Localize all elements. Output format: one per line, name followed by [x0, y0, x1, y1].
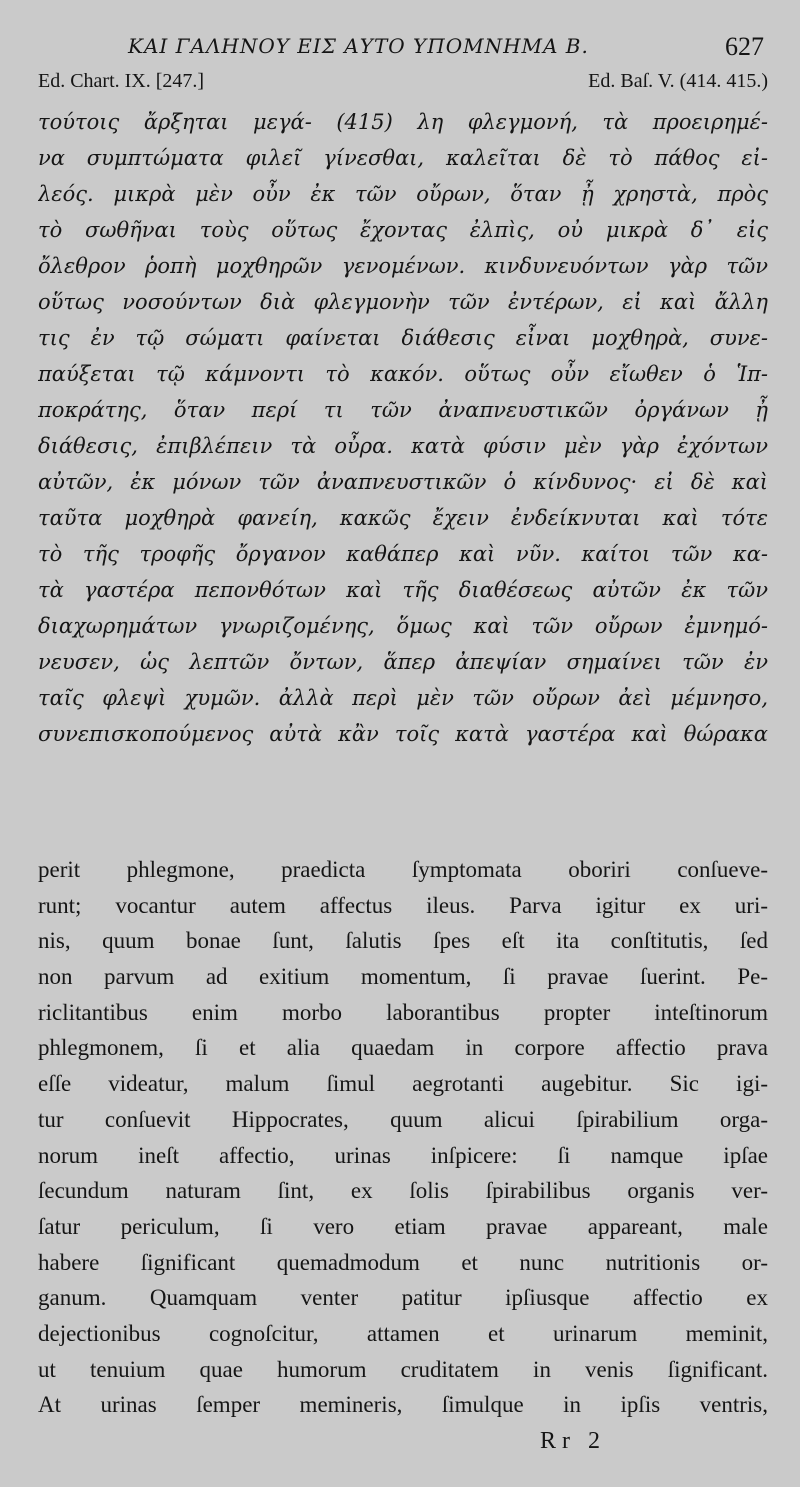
latin-text-block	[38, 852, 768, 1423]
edition-chart-reference: Ed. Chart. IX. [247.]	[38, 70, 205, 92]
latin-line: nis, quum bonae ſunt, ſalutis ſpes eſt ita conſtitutis, ſed	[38, 928, 768, 954]
latin-line: eſſe videatur, malum ſimul aegrotanti augebitur. Sic igi-	[38, 1071, 768, 1097]
greek-line: τὸ σωθῆναι τοὺς οὕτως ἔχοντας ἐλπὶς, οὐ μικρὰ δ᾽ εἰς	[38, 218, 768, 242]
greek-line: αὐτῶν, ἐκ μόνων τῶν ἀναπνευστικῶν ὁ κίνδυνος· εἰ δὲ καὶ	[38, 470, 768, 494]
greek-line: τις ἐν τῷ σώματι φαίνεται διάθεσις εἶναι μοχθηρὰ, συνε-	[38, 326, 768, 350]
greek-line: παύξεται τῷ κάμνοντι τὸ κακόν. οὕτως οὖν εἴωθεν ὁ Ἱπ-	[38, 362, 768, 386]
edition-reference	[38, 70, 768, 96]
greek-line: ποκράτης, ὅταν περί τι τῶν ἀναπνευστικῶν ὀργάνων ᾖ	[38, 398, 768, 422]
greek-line: συνεπισκοπούμενος αὐτὰ κἂν τοῖς κατὰ γαστέρα καὶ θώρακα	[38, 722, 768, 746]
latin-line: phlegmonem, ſi et alia quaedam in corpore affectio prava	[38, 1035, 768, 1061]
latin-line: non parvum ad exitium momentum, ſi pravae ſuerint. Pe-	[38, 964, 768, 990]
latin-line: ſatur periculum, ſi vero etiam pravae appareant, male	[38, 1213, 768, 1239]
latin-line: dejectionibus cognoſcitur, attamen et urinarum meminit,	[38, 1320, 768, 1346]
greek-line: τὸ τῆς τροφῆς ὄργανον καθάπερ καὶ νῦν. καίτοι τῶν κα-	[38, 542, 768, 566]
latin-line: tur conſuevit Hippocrates, quum alicui ſpirabilium orga-	[38, 1106, 768, 1132]
latin-line: runt; vocantur autem affectus ileus. Parva igitur ex uri-	[38, 892, 768, 918]
greek-line: τὰ γαστέρα πεπονθότων καὶ τῆς διαθέσεως αὐτῶν ἐκ τῶν	[38, 578, 768, 602]
latin-line: At urinas ſemper memineris, ſimulque in ipſis ventris,	[38, 1392, 768, 1418]
greek-line: διαχωρημάτων γνωριζομένης, ὅμως καὶ τῶν οὔρων ἐμνημό-	[38, 614, 768, 638]
greek-line: οὕτως νοσούντων διὰ φλεγμονὴν τῶν ἐντέρων, εἰ καὶ ἄλλη	[38, 290, 768, 314]
latin-line: ganum. Quamquam venter patitur ipſiusque affectio ex	[38, 1285, 768, 1311]
greek-line: ταῖς φλεψὶ χυμῶν. ἀλλὰ περὶ μὲν τῶν οὔρων ἀεὶ μέμνησο,	[38, 686, 768, 710]
edition-basel-reference: Ed. Baſ. V. (414. 415.)	[588, 70, 768, 92]
greek-line: διάθεσις, ἐπιβλέπειν τὰ οὖρα. κατὰ φύσιν μὲν γὰρ ἐχόντων	[38, 434, 768, 458]
latin-line: ut tenuium quae humorum cruditatem in venis ſignificant.	[38, 1356, 768, 1382]
latin-line: perit phlegmone, praedicta ſymptomata oboriri conſueve-	[38, 857, 768, 882]
greek-line: τούτοις ἄρξηται μεγά- (415) λη φλεγμονή, τὰ προειρημέ-	[38, 110, 768, 134]
signature-mark: Rr 2	[540, 1428, 606, 1454]
greek-line: να συμπτώματα φιλεῖ γίνεσθαι, καλεῖται δὲ τὸ πάθος εἰ-	[38, 146, 768, 170]
greek-line: λεός. μικρὰ μὲν οὖν ἐκ τῶν οὔρων, ὅταν ᾖ χρηστὰ, πρὸς	[38, 182, 768, 206]
page-number: 627	[725, 32, 764, 61]
running-title: ΚΑΙ ΓΑΛΗΝΟΥ ΕΙΣ ΑΥΤΟ ΥΠΟΜΝΗΜΑ Β.	[128, 34, 589, 58]
greek-line: ὄλεθρον ῥοπὴ μοχθηρῶν γενομένων. κινδυνευόντων γὰρ τῶν	[38, 254, 768, 278]
latin-line: riclitantibus enim morbo laborantibus propter inteſtinorum	[38, 999, 768, 1025]
greek-line: νευσεν, ὡς λεπτῶν ὄντων, ἅπερ ἀπεψίαν σημαίνει τῶν ἐν	[38, 650, 768, 674]
greek-text-block	[38, 104, 768, 752]
latin-line: ſecundum naturam ſint, ex ſolis ſpirabilibus organis ver-	[38, 1178, 768, 1204]
running-head	[128, 34, 768, 64]
latin-line: norum ineſt affectio, urinas inſpicere: ſi namque ipſae	[38, 1142, 768, 1168]
latin-line: habere ſignificant quemadmodum et nunc nutritionis or-	[38, 1249, 768, 1275]
greek-line: ταῦτα μοχθηρὰ φανείη, κακῶς ἔχειν ἐνδείκνυται καὶ τότε	[38, 506, 768, 530]
